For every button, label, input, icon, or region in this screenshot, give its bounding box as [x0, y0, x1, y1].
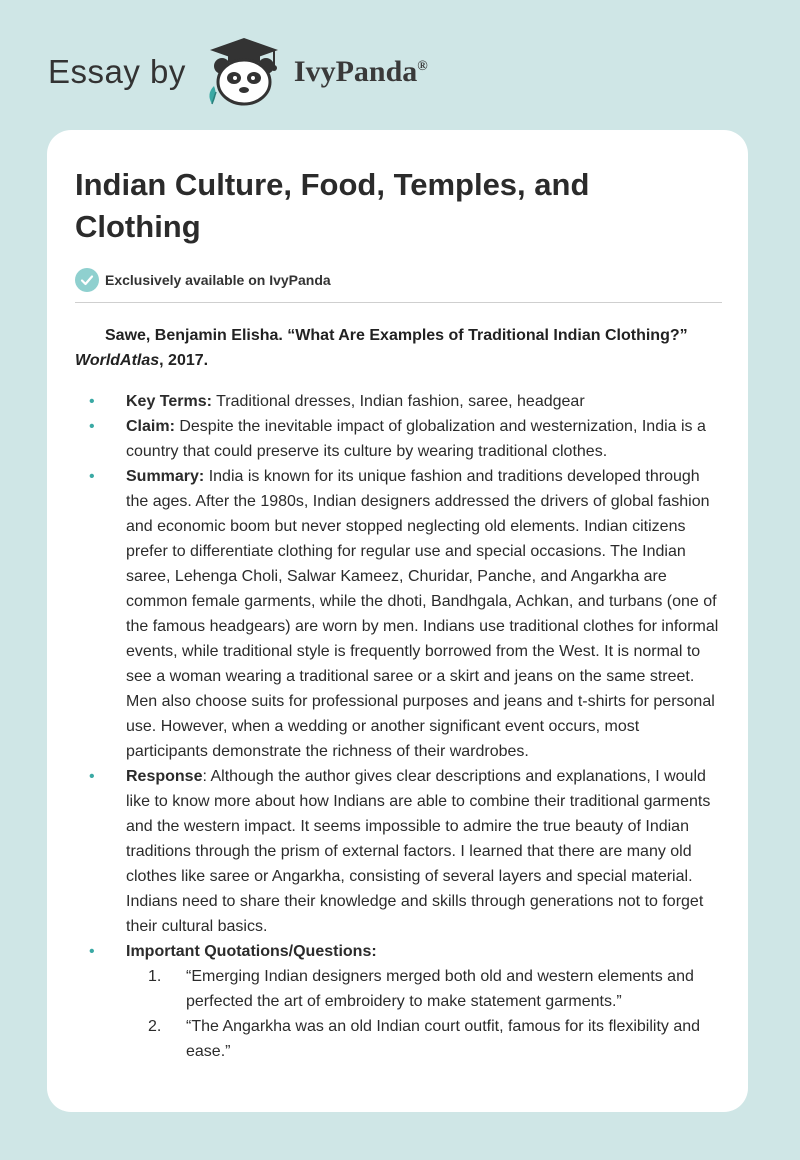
- list-item-quotations: [75, 939, 722, 1064]
- bullet-icon: •: [89, 768, 95, 785]
- list-item-response: [75, 764, 722, 939]
- exclusive-label: Exclusively available on IvyPanda: [105, 272, 331, 288]
- essay-by-label: Essay by: [48, 53, 186, 90]
- item-text: India is known for its unique fashion and traditions developed through the ages. After the 1980s, Indian designers addressed the drivers of global fashion and economic boom but never stopped neglecting old elements. Indian citizens prefer to differentiate clothing for regular use and special occasions. The Indian saree, Lehenga Choli, Salwar Kameez, Churidar, Panche, and Angarkha are common female garments, while the dhoti, Bandhgala, Achkan, and turbans (one of the famous headgears) are worn by men. Indians use traditional clothes for informal events, while traditional style is frequently borrowed from the West. It is normal to see a woman wearing a traditional saree or a skirt and jeans on the same street. Men also choose suits for professional purposes and jeans and t-shirts for personal use. However, when a wedding or another significant event occurs, most participants demonstrate the richness of their wardrobes.: [126, 468, 719, 760]
- list-item-key-terms: [75, 389, 722, 414]
- list-item-summary: [75, 464, 722, 764]
- quote-number: 2.: [148, 1018, 162, 1035]
- annotation-list: [75, 389, 722, 1064]
- quotations-list: [126, 964, 722, 1064]
- bullet-icon: •: [89, 418, 95, 435]
- divider: [75, 302, 722, 303]
- item-label: Response: [126, 768, 203, 785]
- quote-item: [126, 1014, 722, 1064]
- list-item-claim: [75, 414, 722, 464]
- quote-text: “The Angarkha was an old Indian court outfit, famous for its flexibility and ease.”: [186, 1018, 701, 1060]
- page-title: Indian Culture, Food, Temples, and Clothing: [75, 167, 590, 244]
- quote-text: “Emerging Indian designers merged both old and western elements and perfected the art of embroidery to make statement garments.”: [186, 968, 694, 1010]
- quote-number: 1.: [148, 968, 162, 985]
- item-label: Claim:: [126, 418, 175, 435]
- site-header: [48, 36, 428, 108]
- item-label: Summary:: [126, 468, 205, 485]
- citation: Sawe, Benjamin Elisha. “What Are Examples of Traditional Indian Clothing?” WorldAtlas, 2017.: [75, 327, 688, 369]
- bullet-icon: •: [89, 393, 95, 410]
- quote-item: [126, 964, 722, 1014]
- item-label: Key Terms:: [126, 393, 212, 410]
- item-text: : Although the author gives clear descriptions and explanations, I would like to know more about how Indians are able to combine their traditional garments and the western impact. It seems impossible to admire the true beauty of Indian traditions through the prism of external factors. I learned that there are many old clothes like saree or Angarkha, consisting of several layers and special material. Indians need to share their knowledge and skills through generations not to forget their cultural basics.: [126, 768, 711, 935]
- exclusive-badge: [75, 268, 722, 292]
- item-text: Despite the inevitable impact of globalization and westernization, India is a country that could preserve its culture by wearing traditional clothes.: [126, 418, 706, 460]
- item-text: Traditional dresses, Indian fashion, saree, headgear: [211, 393, 585, 410]
- check-icon: [75, 268, 99, 292]
- ivypanda-logo[interactable]: [200, 36, 428, 108]
- essay-card: [47, 130, 748, 1112]
- bullet-icon: •: [89, 943, 95, 960]
- panda-logo-icon: [200, 36, 288, 108]
- bullet-icon: •: [89, 468, 95, 485]
- item-label: Important Quotations/Questions:: [126, 943, 377, 960]
- brand-name: IvyPanda®: [293, 55, 428, 88]
